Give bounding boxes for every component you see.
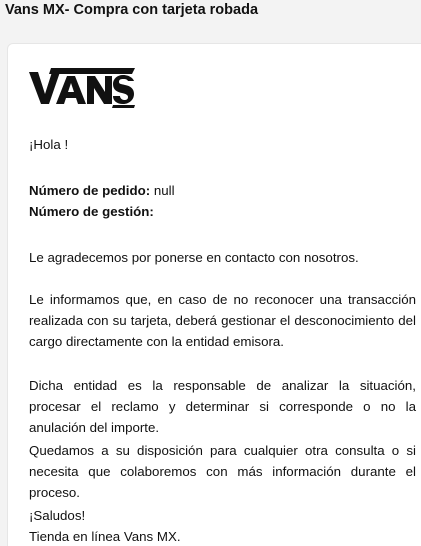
management-number-label: Número de gestión: (29, 204, 154, 219)
order-number-label: Número de pedido: (29, 183, 151, 198)
closing: ¡Saludos! (29, 508, 86, 523)
paragraph-entity: Dicha entidad es la responsable de analizar la situación, procesar el reclamo y determinar si corresponde o no la anulación del importe. (29, 378, 416, 435)
signature: Tienda en línea Vans MX. (29, 529, 181, 544)
paragraph-thanks: Le agradecemos por ponerse en contacto con nosotros. (29, 250, 359, 265)
order-number-line (29, 180, 416, 201)
vans-logo (29, 68, 135, 108)
management-number-line (29, 201, 416, 222)
order-number-value: null (153, 183, 175, 198)
greeting: ¡Hola ! (29, 137, 69, 152)
email-body-card (7, 43, 421, 546)
paragraph-availability: Quedamos a su disposición para cualquier otra consulta o si necesita que colaboremos con más información durante el proceso. (29, 443, 416, 500)
paragraph-info: Le informamos que, en caso de no reconocer una transacción realizada con su tarjeta, deberá gestionar el desconocimiento del cargo directamente con la entidad emisora. (29, 292, 416, 349)
email-subject: Vans MX- Compra con tarjeta robada (5, 2, 259, 18)
